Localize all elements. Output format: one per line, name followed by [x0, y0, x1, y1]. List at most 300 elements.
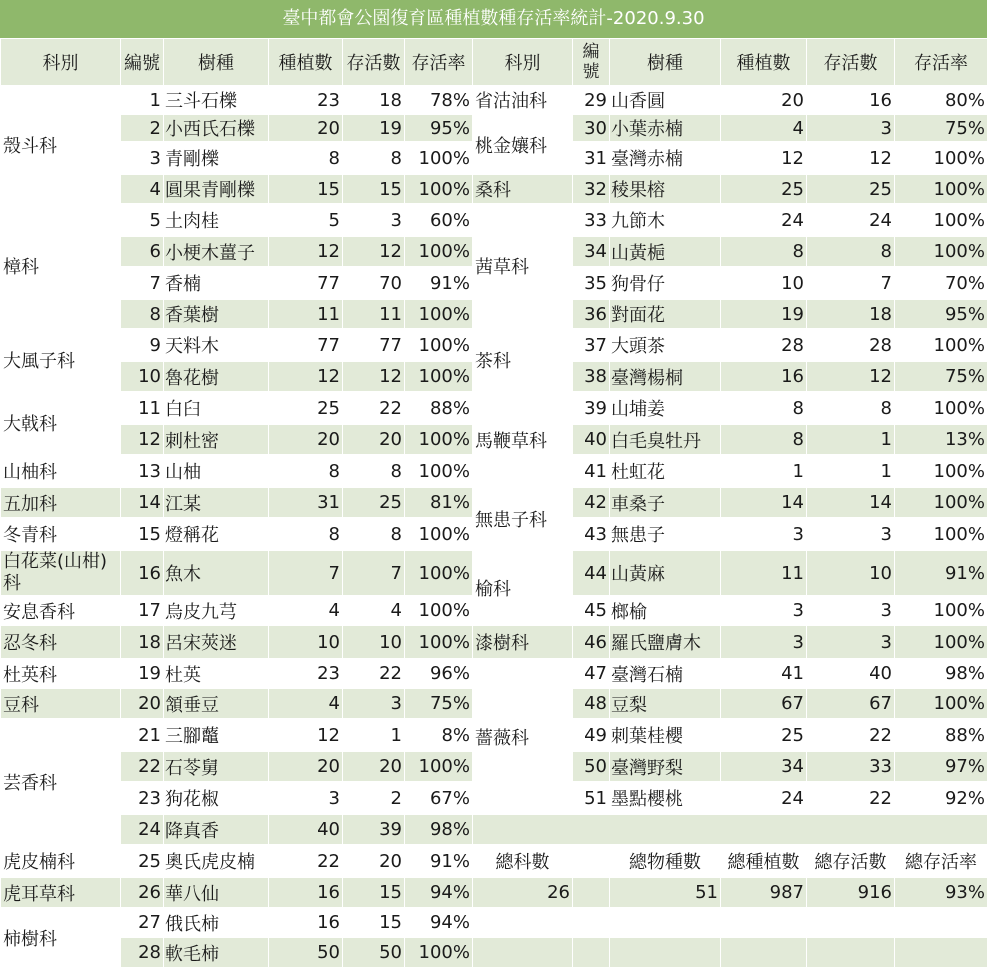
species-cell-right: 對面花 — [610, 300, 721, 329]
rate-cell: 100% — [405, 752, 473, 782]
species-cell: 烏皮九芎 — [164, 596, 269, 626]
survived-cell: 22 — [343, 659, 405, 689]
planted-cell-right: 4 — [721, 115, 807, 142]
table-row — [1, 329, 987, 362]
header-family: 科別 — [1, 39, 121, 86]
survived-cell-right: 3 — [807, 518, 895, 551]
rate-cell: 100% — [405, 142, 473, 175]
survived-cell: 20 — [343, 845, 405, 878]
planted-cell: 12 — [269, 719, 343, 752]
survived-cell: 1 — [343, 719, 405, 752]
empty-cell — [721, 938, 807, 968]
row-no-right: 38 — [573, 362, 610, 392]
survived-cell: 18 — [343, 86, 405, 115]
planted-cell-right: 3 — [721, 626, 807, 659]
survived-cell-right: 3 — [807, 596, 895, 626]
species-cell: 小西氏石櫟 — [164, 115, 269, 142]
planted-cell: 8 — [269, 142, 343, 175]
table-row — [1, 115, 987, 142]
family-cell: 殼斗科 — [1, 86, 121, 204]
planted-cell: 40 — [269, 815, 343, 845]
row-no: 16 — [121, 551, 164, 596]
family-cell-right: 桑科 — [473, 175, 573, 204]
survived-cell: 70 — [343, 267, 405, 300]
survived-cell-right: 14 — [807, 488, 895, 518]
rate-cell: 88% — [405, 392, 473, 425]
planted-cell: 7 — [269, 551, 343, 596]
summary-planted: 987 — [721, 878, 807, 908]
planted-cell-right: 25 — [721, 175, 807, 204]
header-species-right: 樹種 — [610, 39, 721, 86]
row-no: 28 — [121, 938, 164, 968]
species-cell: 三腳虌 — [164, 719, 269, 752]
species-cell: 香楠 — [164, 267, 269, 300]
survived-cell: 20 — [343, 752, 405, 782]
planted-cell-right: 3 — [721, 596, 807, 626]
species-cell-right: 榔榆 — [610, 596, 721, 626]
rate-cell-right: 100% — [895, 142, 987, 175]
family-cell: 山柚科 — [1, 455, 121, 488]
row-no: 10 — [121, 362, 164, 392]
row-no: 3 — [121, 142, 164, 175]
row-no: 6 — [121, 237, 164, 267]
rate-cell-right: 13% — [895, 425, 987, 455]
row-no: 20 — [121, 689, 164, 719]
planted-cell: 3 — [269, 782, 343, 815]
survived-cell: 11 — [343, 300, 405, 329]
planted-cell-right: 12 — [721, 142, 807, 175]
row-no: 4 — [121, 175, 164, 204]
row-no-right: 36 — [573, 300, 610, 329]
survived-cell: 7 — [343, 551, 405, 596]
header-no: 編號 — [121, 39, 164, 86]
table-row — [1, 938, 987, 968]
family-cell-right: 無患子科 — [473, 488, 573, 551]
family-cell: 虎皮楠科 — [1, 845, 121, 878]
species-cell: 土肉桂 — [164, 204, 269, 237]
survived-cell: 12 — [343, 362, 405, 392]
empty-cell — [610, 908, 721, 938]
survived-cell-right: 12 — [807, 142, 895, 175]
rate-cell-right: 100% — [895, 596, 987, 626]
row-no: 13 — [121, 455, 164, 488]
survived-cell-right: 22 — [807, 719, 895, 752]
survived-cell-right: 3 — [807, 115, 895, 142]
species-cell: 華八仙 — [164, 878, 269, 908]
row-no: 21 — [121, 719, 164, 752]
row-no-right: 42 — [573, 488, 610, 518]
survived-cell-right: 8 — [807, 237, 895, 267]
survived-cell: 8 — [343, 142, 405, 175]
empty-cell — [721, 908, 807, 938]
empty-cell — [807, 908, 895, 938]
planted-cell: 20 — [269, 752, 343, 782]
species-cell-right: 山黃梔 — [610, 237, 721, 267]
survived-cell: 15 — [343, 878, 405, 908]
planted-cell-right: 8 — [721, 392, 807, 425]
species-cell-right: 刺葉桂櫻 — [610, 719, 721, 752]
family-cell: 安息香科 — [1, 596, 121, 626]
header-row — [1, 39, 987, 86]
table-row — [1, 488, 987, 518]
rate-cell: 94% — [405, 908, 473, 938]
summary-header-species: 總物種數 — [610, 845, 721, 878]
summary-rate: 93% — [895, 878, 987, 908]
planted-cell: 4 — [269, 689, 343, 719]
planted-cell-right: 8 — [721, 237, 807, 267]
row-no: 17 — [121, 596, 164, 626]
planted-cell: 23 — [269, 659, 343, 689]
table-row — [1, 878, 987, 908]
rate-cell-right: 97% — [895, 752, 987, 782]
planted-cell: 31 — [269, 488, 343, 518]
header-survived-right: 存活數 — [807, 39, 895, 86]
planted-cell: 10 — [269, 626, 343, 659]
species-cell: 江某 — [164, 488, 269, 518]
header-rate: 存活率 — [405, 39, 473, 86]
header-rate-right: 存活率 — [895, 39, 987, 86]
planted-cell: 20 — [269, 115, 343, 142]
species-cell-right: 臺灣石楠 — [610, 659, 721, 689]
rate-cell-right: 92% — [895, 782, 987, 815]
row-no: 11 — [121, 392, 164, 425]
row-no: 26 — [121, 878, 164, 908]
survived-cell-right: 33 — [807, 752, 895, 782]
survived-cell: 15 — [343, 175, 405, 204]
table-row — [1, 626, 987, 659]
rate-cell: 100% — [405, 518, 473, 551]
survived-cell-right: 67 — [807, 689, 895, 719]
row-no-right: 33 — [573, 204, 610, 237]
survived-cell: 20 — [343, 425, 405, 455]
row-no-right: 48 — [573, 689, 610, 719]
rate-cell: 60% — [405, 204, 473, 237]
species-cell: 白臼 — [164, 392, 269, 425]
survived-cell-right: 22 — [807, 782, 895, 815]
family-cell-right: 榆科 — [473, 551, 573, 626]
family-cell: 豆科 — [1, 689, 121, 719]
row-no: 23 — [121, 782, 164, 815]
table-row — [1, 908, 987, 938]
family-cell: 忍冬科 — [1, 626, 121, 659]
rate-cell: 91% — [405, 267, 473, 300]
table-row — [1, 659, 987, 689]
species-cell: 狗花椒 — [164, 782, 269, 815]
species-cell-right: 豆梨 — [610, 689, 721, 719]
species-cell: 小梗木薑子 — [164, 237, 269, 267]
row-no-right: 47 — [573, 659, 610, 689]
family-cell: 五加科 — [1, 488, 121, 518]
planted-cell-right: 41 — [721, 659, 807, 689]
species-cell-right: 大頭茶 — [610, 329, 721, 362]
table-row — [1, 392, 987, 425]
species-cell-right: 無患子 — [610, 518, 721, 551]
species-cell: 香葉樹 — [164, 300, 269, 329]
species-cell: 奧氏虎皮楠 — [164, 845, 269, 878]
summary-header-gap — [573, 845, 610, 878]
family-cell-right: 茶科 — [473, 329, 573, 392]
rate-cell-right: 100% — [895, 237, 987, 267]
species-cell: 杜英 — [164, 659, 269, 689]
family-cell-right: 馬鞭草科 — [473, 392, 573, 488]
survived-cell-right: 18 — [807, 300, 895, 329]
rate-cell-right: 88% — [895, 719, 987, 752]
rate-cell: 81% — [405, 488, 473, 518]
row-no: 5 — [121, 204, 164, 237]
rate-cell-right: 100% — [895, 488, 987, 518]
row-no-right: 34 — [573, 237, 610, 267]
family-cell: 冬青科 — [1, 518, 121, 551]
planted-cell: 16 — [269, 878, 343, 908]
row-no-right: 39 — [573, 392, 610, 425]
family-cell: 虎耳草科 — [1, 878, 121, 908]
rate-cell: 100% — [405, 455, 473, 488]
empty-cell — [473, 938, 573, 968]
row-no: 19 — [121, 659, 164, 689]
family-cell-right: 省沽油科 — [473, 86, 573, 115]
species-cell-right: 臺灣赤楠 — [610, 142, 721, 175]
row-no-right: 50 — [573, 752, 610, 782]
rate-cell-right: 75% — [895, 115, 987, 142]
planted-cell-right: 19 — [721, 300, 807, 329]
family-cell: 白花菜(山柑)科 — [1, 551, 121, 596]
family-cell: 柿樹科 — [1, 908, 121, 968]
header-planted: 種植數 — [269, 39, 343, 86]
species-cell-right: 白毛臭牡丹 — [610, 425, 721, 455]
planted-cell: 12 — [269, 237, 343, 267]
row-no-right: 32 — [573, 175, 610, 204]
survived-cell-right: 12 — [807, 362, 895, 392]
species-cell-right: 山埔姜 — [610, 392, 721, 425]
row-no: 9 — [121, 329, 164, 362]
header-species: 樹種 — [164, 39, 269, 86]
species-cell-right: 九節木 — [610, 204, 721, 237]
rate-cell: 94% — [405, 878, 473, 908]
rate-cell: 96% — [405, 659, 473, 689]
rate-cell: 100% — [405, 626, 473, 659]
family-cell: 樟科 — [1, 204, 121, 329]
planted-cell-right: 34 — [721, 752, 807, 782]
rate-cell-right: 75% — [895, 362, 987, 392]
row-no: 18 — [121, 626, 164, 659]
rate-cell: 75% — [405, 689, 473, 719]
family-cell-right: 茜草科 — [473, 204, 573, 329]
species-cell: 三斗石櫟 — [164, 86, 269, 115]
planted-cell-right: 10 — [721, 267, 807, 300]
rate-cell: 98% — [405, 815, 473, 845]
survived-cell-right: 10 — [807, 551, 895, 596]
planted-cell: 77 — [269, 267, 343, 300]
planted-cell-right: 16 — [721, 362, 807, 392]
row-no: 12 — [121, 425, 164, 455]
survived-cell-right: 28 — [807, 329, 895, 362]
rate-cell: 100% — [405, 329, 473, 362]
row-no: 22 — [121, 752, 164, 782]
row-no-right: 29 — [573, 86, 610, 115]
family-cell-right: 漆樹科 — [473, 626, 573, 659]
survival-table — [0, 38, 987, 968]
header-planted-right: 種植數 — [721, 39, 807, 86]
rate-cell-right: 100% — [895, 518, 987, 551]
survived-cell-right: 24 — [807, 204, 895, 237]
species-cell: 俄氏柿 — [164, 908, 269, 938]
row-no: 25 — [121, 845, 164, 878]
row-no: 2 — [121, 115, 164, 142]
survived-cell: 19 — [343, 115, 405, 142]
row-no-right: 51 — [573, 782, 610, 815]
survived-cell-right: 40 — [807, 659, 895, 689]
rate-cell-right: 70% — [895, 267, 987, 300]
row-no-right: 43 — [573, 518, 610, 551]
family-cell: 大風子科 — [1, 329, 121, 392]
planted-cell-right: 67 — [721, 689, 807, 719]
survived-cell: 2 — [343, 782, 405, 815]
survived-cell-right: 7 — [807, 267, 895, 300]
species-cell: 燈稱花 — [164, 518, 269, 551]
species-cell: 青剛櫟 — [164, 142, 269, 175]
family-cell-right: 桃金孃科 — [473, 115, 573, 175]
rate-cell-right: 80% — [895, 86, 987, 115]
planted-cell-right: 24 — [721, 782, 807, 815]
rate-cell: 78% — [405, 86, 473, 115]
planted-cell: 8 — [269, 455, 343, 488]
species-cell-right: 車桑子 — [610, 488, 721, 518]
survived-cell-right: 8 — [807, 392, 895, 425]
rate-cell: 91% — [405, 845, 473, 878]
row-no: 14 — [121, 488, 164, 518]
survived-cell-right: 25 — [807, 175, 895, 204]
summary-species: 51 — [610, 878, 721, 908]
summary-families: 26 — [473, 878, 573, 908]
rate-cell: 100% — [405, 596, 473, 626]
survived-cell-right: 1 — [807, 455, 895, 488]
species-cell: 刺杜密 — [164, 425, 269, 455]
species-cell: 降真香 — [164, 815, 269, 845]
survived-cell: 8 — [343, 455, 405, 488]
species-cell-right: 羅氏鹽膚木 — [610, 626, 721, 659]
planted-cell: 11 — [269, 300, 343, 329]
planted-cell-right: 11 — [721, 551, 807, 596]
header-no-right: 編號 — [573, 39, 610, 86]
survived-cell: 10 — [343, 626, 405, 659]
rate-cell-right: 100% — [895, 329, 987, 362]
species-cell-right: 山香圓 — [610, 86, 721, 115]
species-cell-right: 狗骨仔 — [610, 267, 721, 300]
survived-cell-right: 1 — [807, 425, 895, 455]
empty-cell — [573, 908, 610, 938]
row-no-right: 44 — [573, 551, 610, 596]
survived-cell: 3 — [343, 204, 405, 237]
row-no-right: 30 — [573, 115, 610, 142]
species-cell: 呂宋莢迷 — [164, 626, 269, 659]
row-no: 24 — [121, 815, 164, 845]
rate-cell: 100% — [405, 425, 473, 455]
rate-cell-right: 100% — [895, 455, 987, 488]
survived-cell: 8 — [343, 518, 405, 551]
rate-cell: 100% — [405, 551, 473, 596]
row-no: 8 — [121, 300, 164, 329]
rate-cell: 95% — [405, 115, 473, 142]
planted-cell: 77 — [269, 329, 343, 362]
row-no-right: 31 — [573, 142, 610, 175]
species-cell-right: 杜虹花 — [610, 455, 721, 488]
rate-cell: 100% — [405, 362, 473, 392]
planted-cell-right: 20 — [721, 86, 807, 115]
planted-cell-right: 1 — [721, 455, 807, 488]
row-no-right: 41 — [573, 455, 610, 488]
summary-header-survived: 總存活數 — [807, 845, 895, 878]
table-row — [1, 815, 987, 845]
table-row — [1, 551, 987, 596]
row-no-right: 35 — [573, 267, 610, 300]
planted-cell: 22 — [269, 845, 343, 878]
empty-cell — [573, 938, 610, 968]
planted-cell: 12 — [269, 362, 343, 392]
rate-cell: 100% — [405, 938, 473, 968]
row-no-right: 40 — [573, 425, 610, 455]
planted-cell: 23 — [269, 86, 343, 115]
species-cell: 軟毛柿 — [164, 938, 269, 968]
species-cell-right: 山黃麻 — [610, 551, 721, 596]
row-no-right: 45 — [573, 596, 610, 626]
rate-cell-right: 100% — [895, 392, 987, 425]
table-row — [1, 204, 987, 237]
planted-cell: 16 — [269, 908, 343, 938]
species-cell: 魚木 — [164, 551, 269, 596]
row-no: 7 — [121, 267, 164, 300]
survived-cell: 25 — [343, 488, 405, 518]
summary-survived: 916 — [807, 878, 895, 908]
species-cell: 魯花樹 — [164, 362, 269, 392]
empty-cell — [807, 938, 895, 968]
survived-cell: 12 — [343, 237, 405, 267]
empty-cell — [473, 908, 573, 938]
table-row — [1, 86, 987, 115]
species-cell-right: 臺灣楊桐 — [610, 362, 721, 392]
rate-cell-right: 91% — [895, 551, 987, 596]
rate-cell: 100% — [405, 300, 473, 329]
planted-cell: 5 — [269, 204, 343, 237]
species-cell-right: 稜果榕 — [610, 175, 721, 204]
header-family-right: 科別 — [473, 39, 573, 86]
planted-cell: 20 — [269, 425, 343, 455]
rate-cell: 67% — [405, 782, 473, 815]
rate-cell: 100% — [405, 175, 473, 204]
planted-cell-right: 24 — [721, 204, 807, 237]
rate-cell-right: 95% — [895, 300, 987, 329]
planted-cell: 4 — [269, 596, 343, 626]
rate-cell-right: 100% — [895, 175, 987, 204]
page-title: 臺中都會公園復育區種植數種存活率統計-2020.9.30 — [0, 0, 987, 38]
row-no-right: 46 — [573, 626, 610, 659]
empty-cell — [610, 938, 721, 968]
survived-cell-right: 16 — [807, 86, 895, 115]
summary-header-families: 總科數 — [473, 845, 573, 878]
species-cell: 山柚 — [164, 455, 269, 488]
row-no: 15 — [121, 518, 164, 551]
family-cell-right: 薔薇科 — [473, 659, 573, 815]
survived-cell: 50 — [343, 938, 405, 968]
planted-cell: 8 — [269, 518, 343, 551]
survived-cell-right: 3 — [807, 626, 895, 659]
species-cell: 頷垂豆 — [164, 689, 269, 719]
summary-header-planted: 總種植數 — [721, 845, 807, 878]
species-cell: 圓果青剛櫟 — [164, 175, 269, 204]
survived-cell: 22 — [343, 392, 405, 425]
row-no: 1 — [121, 86, 164, 115]
family-cell: 杜英科 — [1, 659, 121, 689]
row-no-right: 49 — [573, 719, 610, 752]
